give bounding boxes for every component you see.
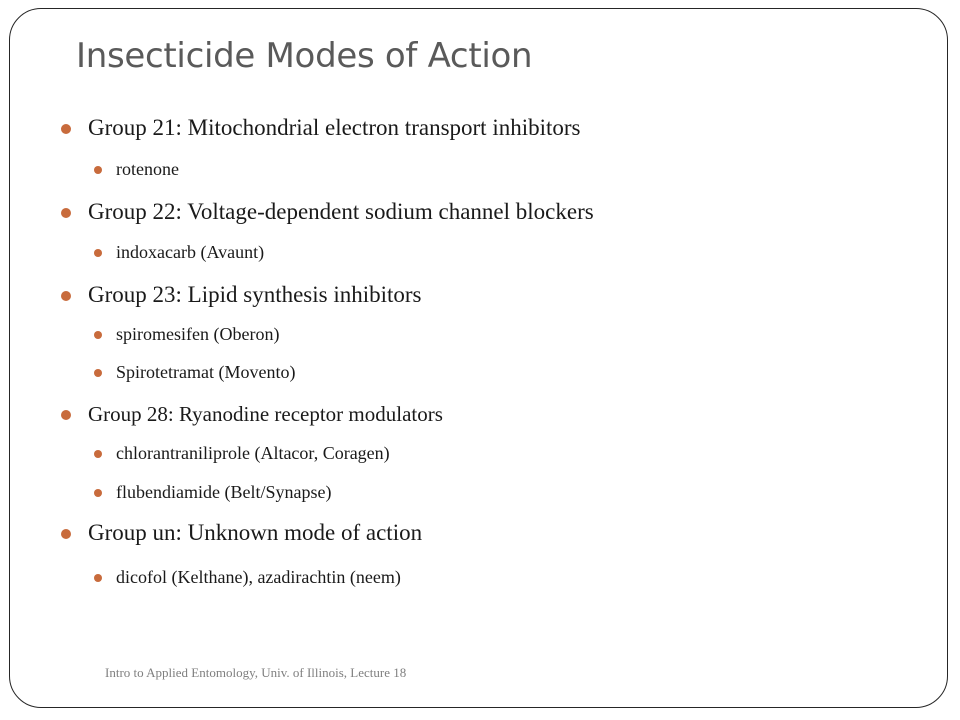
bullet-dot xyxy=(61,291,71,301)
group-item: dicofol (Kelthane), azadirachtin (neem) xyxy=(116,567,401,587)
bullet-dot xyxy=(94,331,102,339)
slide-title: Insecticide Modes of Action xyxy=(76,36,533,76)
group-item: chlorantraniliprole (Altacor, Coragen) xyxy=(116,443,390,463)
group-heading: Group 21: Mitochondrial electron transport inhibitors xyxy=(88,115,581,140)
bullet-dot xyxy=(94,369,102,377)
group-heading: Group 23: Lipid synthesis inhibitors xyxy=(88,282,422,307)
bullet-dot xyxy=(61,529,71,539)
bullet-dot xyxy=(94,249,102,257)
bullet-dot xyxy=(94,166,102,174)
group-item: spiromesifen (Oberon) xyxy=(116,324,280,344)
bullet-dot xyxy=(61,208,71,218)
group-item: indoxacarb (Avaunt) xyxy=(116,242,265,262)
group-heading: Group 28: Ryanodine receptor modulators xyxy=(88,402,443,426)
group-item: flubendiamide (Belt/Synapse) xyxy=(116,482,332,502)
bullet-dot xyxy=(94,489,102,497)
group-heading: Group un: Unknown mode of action xyxy=(88,520,423,545)
group-item: Spirotetramat (Movento) xyxy=(116,362,296,382)
group-heading: Group 22: Voltage-dependent sodium channel blockers xyxy=(88,199,594,224)
bullet-dot xyxy=(61,410,71,420)
bullet-dot xyxy=(61,124,71,134)
slide-footer: Intro to Applied Entomology, Univ. of Illinois, Lecture 18 xyxy=(105,665,407,680)
bullet-dot xyxy=(94,450,102,458)
bullet-dot xyxy=(94,574,102,582)
group-item: rotenone xyxy=(116,159,179,179)
